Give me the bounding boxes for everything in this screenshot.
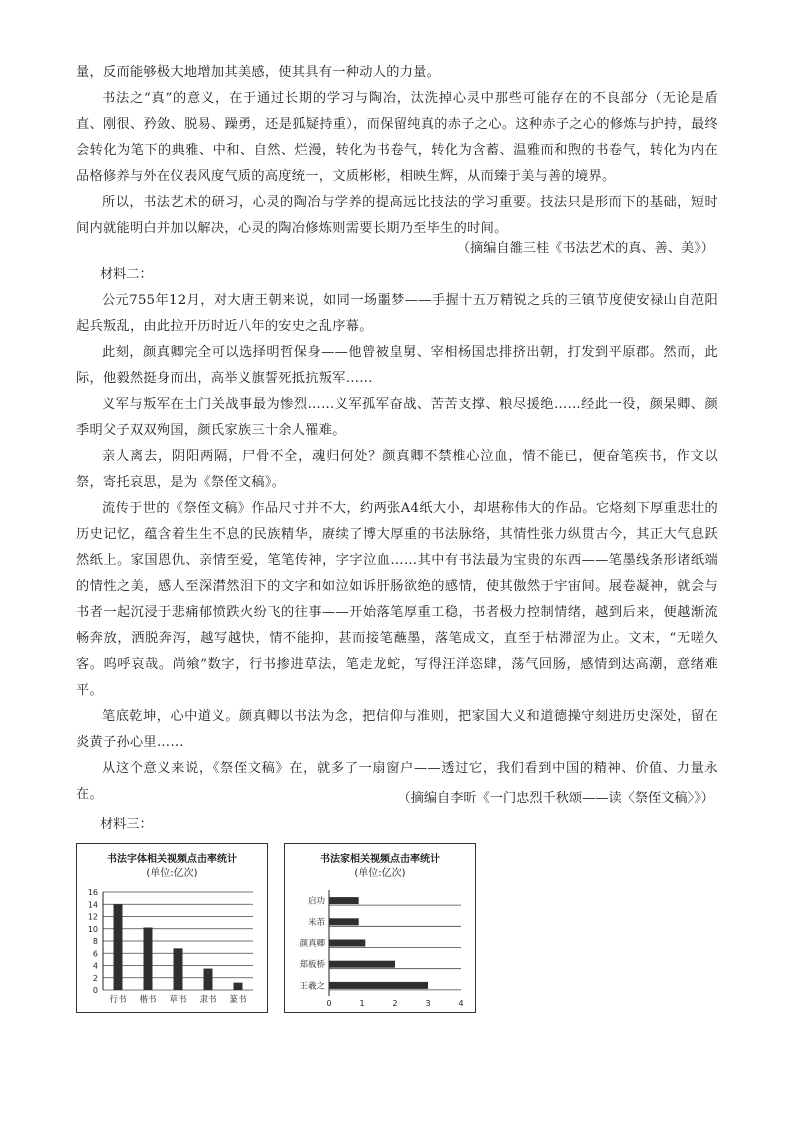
- paragraph-1: 量，反而能够极大地增加其美感，使其具有一种动人的力量。: [76, 65, 441, 80]
- y-category-label: 郑板桥: [299, 960, 325, 971]
- chart-1-plot: [77, 844, 267, 1012]
- x-tick-label: 0: [326, 999, 332, 1008]
- y-category-label: 米芾: [307, 917, 325, 928]
- y-tick-label: 14: [87, 900, 98, 910]
- font-style-chart: [76, 843, 268, 1013]
- x-tick-label: 篆书: [229, 995, 247, 1005]
- bar: [329, 897, 359, 904]
- bar: [174, 948, 183, 990]
- material-2-heading: 材料二：: [100, 267, 153, 282]
- x-tick-label: 2: [392, 999, 398, 1008]
- paragraph-10: 从这个意义来说，《祭侄文稿》在，就多了一扇窗户——透过它，我们看到中国的精神、价值、力量永在。: [76, 761, 718, 802]
- x-tick-label: 行书: [109, 995, 127, 1005]
- y-tick-label: 8: [92, 937, 98, 946]
- y-tick-label: 16: [87, 888, 98, 897]
- chart-2-title: 书法家相关视频点击率统计: [320, 854, 440, 865]
- chart-2-subtitle: (单位:亿次): [354, 868, 406, 879]
- paragraph-4: 公元755年12月，对大唐王朝来说，如同一场噩梦——手握十五万精锐之兵的三镇节度使安禄山自范阳起兵叛乱，由此拉开历时近八年的安史之乱序幕。: [76, 293, 718, 334]
- x-tick-label: 3: [425, 999, 431, 1008]
- y-category-label: 王羲之: [299, 981, 325, 992]
- chart-1-subtitle: (单位:亿次): [146, 868, 198, 879]
- bar: [204, 969, 213, 990]
- bar: [329, 982, 428, 989]
- bar: [114, 904, 123, 990]
- bar: [234, 983, 243, 990]
- x-tick-label: 1: [359, 999, 365, 1008]
- paragraph-7: 亲人离去，阴阳两隔，尸骨不全，魂归何处？颜真卿不禁椎心泣血，情不能已，便奋笔疾书，作文以祭，寄托哀思，是为《祭侄文稿》。: [76, 449, 718, 490]
- source-citation-1: （摘编自雒三桂《书法艺术的真、善、美》）: [456, 241, 714, 256]
- paragraph-5: 此刻，颜真卿完全可以选择明哲保身——他曾被皇舅、宰相杨国忠排挤出朝，打发到平原郡。然而，此际，他毅然挺身而出，高举义旗誓死抵抗叛军……: [76, 345, 718, 386]
- y-tick-label: 0: [92, 986, 98, 995]
- y-tick-label: 12: [87, 912, 98, 922]
- x-tick-label: 4: [458, 999, 464, 1008]
- paragraph-8: 流传于世的《祭侄文稿》作品尺寸并不大，约两张A4纸大小，却堪称伟大的作品。它烙刻下厚重悲壮的历史记忆，蕴含着生生不息的民族精华，赓续了博大厚重的书法脉络，其情性张力纵贯古今，其正大气息跃然纸上。家国恩仇、亲情至爱，笔笔传神，字字泣血……其中有书法最为宝贵的东西——笔墨线条形诸纸端的情性之美，感人至深潸然泪下的文字和如泣如诉肝肠欲绝的感情，使其傲然于宇宙间。展卷凝神，就会与书者一起沉浸于悲痛郁愤跌火纷飞的往事——开始落笔厚重工稳，书者极力控制情绪，越到后来，便越渐流畅奔放，洒脱奔泻，越写越快，情不能抑，甚而接笔蘸墨，落笔成文，直至于枯滞涩为止。文末，“无嗟久客。呜呼哀哉。尚飨”数字，行书掺进草法，笔走龙蛇，写得汪洋恣肆，荡气回肠，感情到达高潮，意绪难平。: [76, 501, 718, 698]
- y-category-label: 启功: [307, 896, 325, 907]
- paragraph-6: 义军与叛军在土门关战事最为惨烈……义军孤军奋战、苦苦支撑、粮尽援绝……经此一役，颜杲卿、颜季明父子双双殉国，颜氏家族三十余人罹难。: [76, 397, 718, 438]
- bar: [329, 918, 359, 925]
- source-citation-2: （摘编自李昕《一门忠烈千秋颂——读〈祭侄文稿〉》）: [397, 791, 714, 806]
- x-tick-label: 草书: [169, 995, 187, 1005]
- calligrapher-chart: [284, 843, 476, 1013]
- material-3-heading: 材料三：: [100, 817, 153, 832]
- paragraph-9: 笔底乾坤，心中道义。颜真卿以书法为念，把信仰与准则，把家国大义和道德操守刻进历史深处，留在炎黄子孙心里……: [76, 709, 718, 750]
- y-tick-label: 2: [92, 973, 98, 983]
- paragraph-2: 书法之“真”的意义，在于通过长期的学习与陶冶，汰洗掉心灵中那些可能存在的不良部分（无论是盾直、刚很、矜敛、脱易、躁勇，还是狐疑持重），而保留纯真的赤子之心。这种赤子之心的修炼与护持，最终会转化为笔下的典雅、中和、自然、烂漫，转化为书卷气，转化为含蓄、温雅而和煦的书卷气，转化为内在品格修养与外在仪表风度气质的高度统一，文质彬彬，相映生辉，从而臻于美与善的境界。: [76, 91, 718, 184]
- chart-1-title: 书法字体相关视频点击率统计: [107, 854, 237, 865]
- bar: [329, 940, 365, 947]
- x-tick-label: 楷书: [139, 995, 157, 1005]
- bar: [144, 928, 153, 990]
- bar: [329, 961, 395, 968]
- y-tick-label: 10: [87, 924, 98, 934]
- x-tick-label: 隶书: [199, 995, 217, 1005]
- y-tick-label: 6: [92, 949, 98, 959]
- y-tick-label: 4: [92, 961, 98, 971]
- chart-2-plot: [285, 844, 475, 1012]
- paragraph-3: 所以，书法艺术的研习，心灵的陶冶与学养的提高远比技法的学习重要。技法只是形而下的基础，短时间内就能明白并加以解决，心灵的陶冶修炼则需要长期乃至毕生的时间。: [76, 195, 718, 236]
- y-category-label: 颜真卿: [299, 939, 325, 949]
